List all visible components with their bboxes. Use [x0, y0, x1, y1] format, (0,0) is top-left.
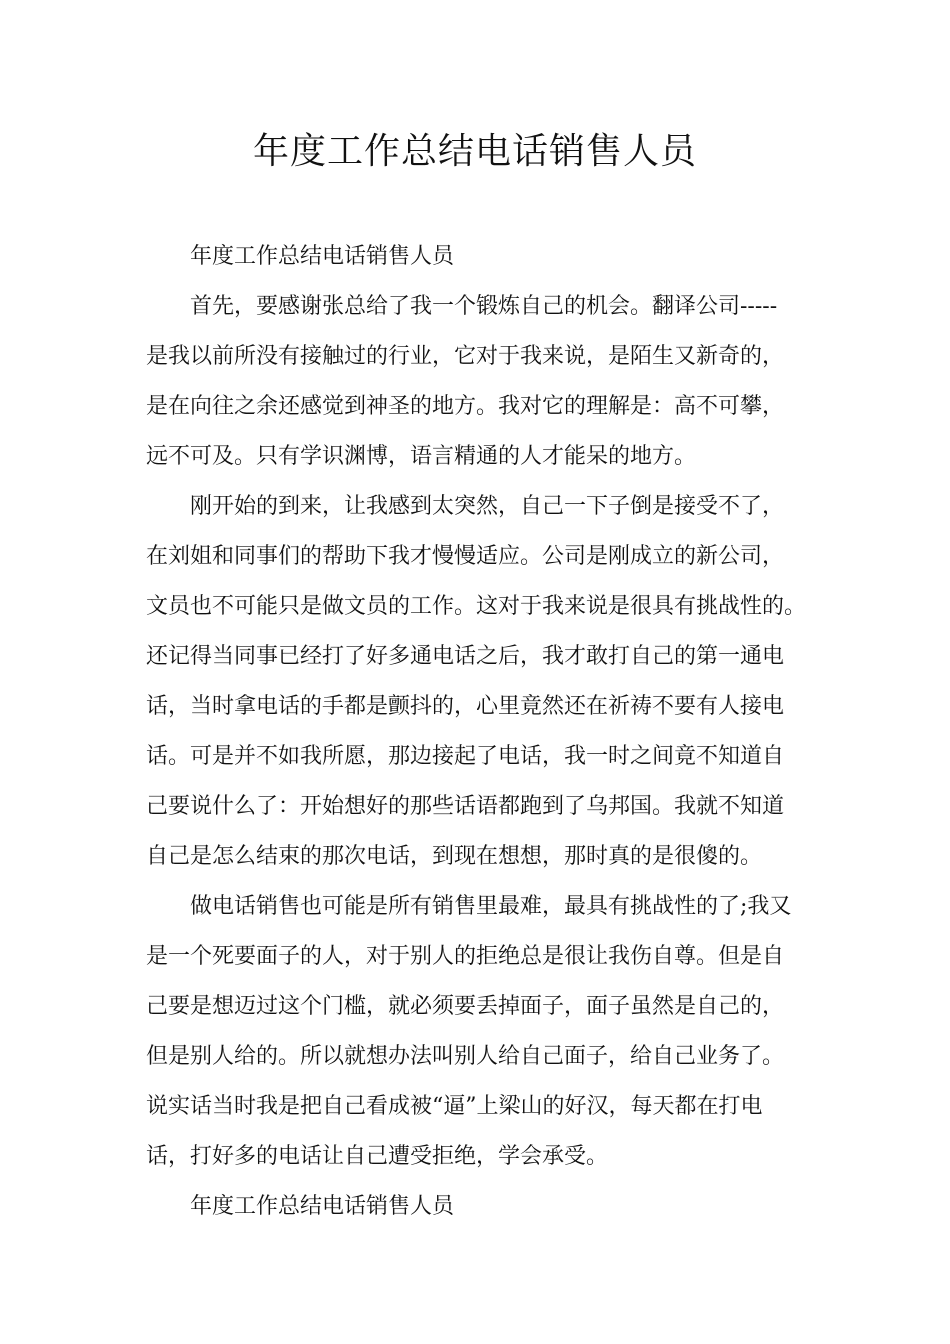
paragraph-line: 己要是想迈过这个门槛，就必须要丢掉面子，面子虽然是自己的， [146, 994, 785, 1019]
paragraph-line: 话，打好多的电话让自己遭受拒绝，学会承受。 [146, 1144, 609, 1169]
paragraph-line: 说实话当时我是把自己看成被“逼”上梁山的好汉，每天都在打电 [146, 1094, 763, 1119]
closing-heading: 年度工作总结电话销售人员 [190, 1194, 455, 1219]
paragraph-line: 是一个死要面子的人，对于别人的拒绝总是很让我伤自尊。但是自 [146, 944, 785, 969]
document-title: 年度工作总结电话销售人员 [252, 131, 697, 172]
paragraph-line: 话。可是并不如我所愿，那边接起了电话，我一时之间竟不知道自 [146, 744, 785, 769]
paragraph-line: 首先，要感谢张总给了我一个锻炼自己的机会。翻译公司----- [190, 294, 778, 319]
paragraph-line: 但是别人给的。所以就想办法叫别人给自己面子，给自己业务了。 [146, 1044, 785, 1069]
document-body [146, 232, 818, 1232]
paragraph-line: 做电话销售也可能是所有销售里最难，最具有挑战性的了;我又 [190, 894, 792, 919]
paragraph-line: 文员也不可能只是做文员的工作。这对于我来说是很具有挑战性的。 [146, 594, 807, 619]
paragraph-line: 话，当时拿电话的手都是颤抖的，心里竟然还在祈祷不要有人接电 [146, 694, 785, 719]
paragraph-line: 远不可及。只有学识渊博，语言精通的人才能呆的地方。 [146, 444, 697, 469]
section-heading: 年度工作总结电话销售人员 [190, 244, 455, 269]
paragraph-1 [146, 282, 818, 482]
paragraph-line: 在刘姐和同事们的帮助下我才慢慢适应。公司是刚成立的新公司， [146, 544, 785, 569]
paragraph-line: 自己是怎么结束的那次电话，到现在想想，那时真的是很傻的。 [146, 844, 763, 869]
paragraph-3 [146, 882, 818, 1182]
paragraph-2 [146, 482, 818, 882]
paragraph-line: 刚开始的到来，让我感到太突然，自己一下子倒是接受不了， [190, 494, 785, 519]
paragraph-line: 己要说什么了：开始想好的那些话语都跑到了乌邦国。我就不知道 [146, 794, 785, 819]
paragraph-line: 是我以前所没有接触过的行业，它对于我来说，是陌生又新奇的， [146, 344, 785, 369]
paragraph-line: 是在向往之余还感觉到神圣的地方。我对它的理解是：高不可攀， [146, 394, 785, 419]
paragraph-line: 还记得当同事已经打了好多通电话之后，我才敢打自己的第一通电 [146, 644, 785, 669]
